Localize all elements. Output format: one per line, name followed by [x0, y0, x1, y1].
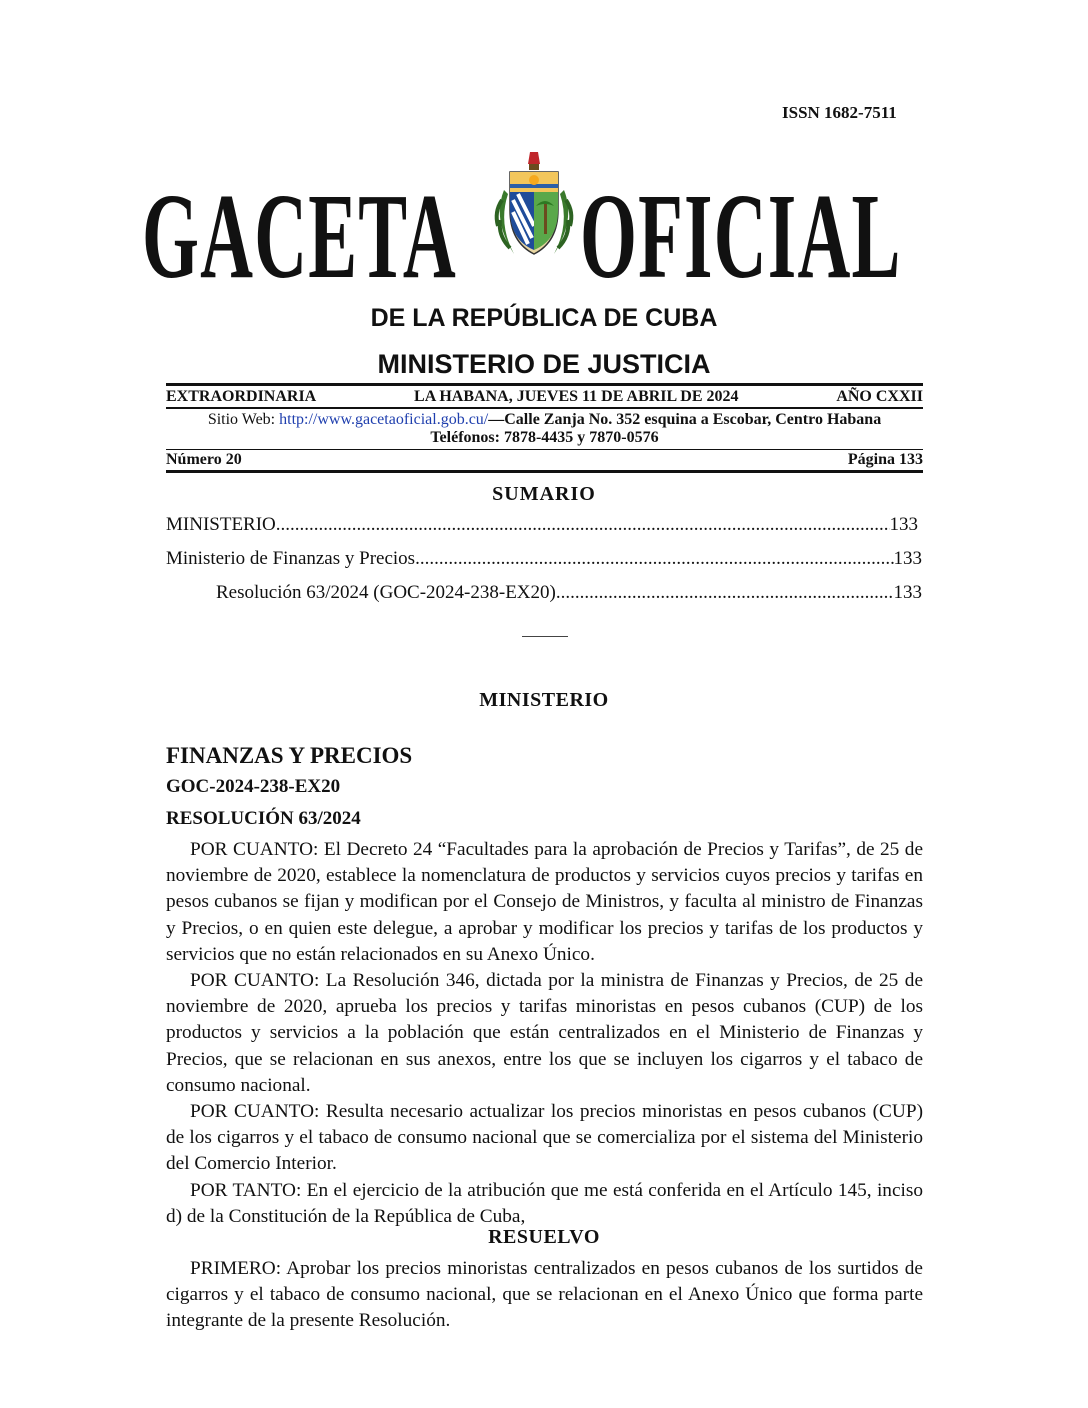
- section-heading: FINANZAS Y PRECIOS: [166, 743, 413, 768]
- sumario-title: SUMARIO: [492, 483, 596, 505]
- place-date: LA HABANA, JUEVES 11 DE ABRIL DE 2024: [414, 388, 739, 405]
- info-bar: [166, 383, 923, 473]
- table-of-contents: [166, 514, 922, 616]
- resuelvo-heading: RESUELVO: [488, 1226, 600, 1248]
- rule-top: [166, 383, 923, 386]
- resolution-body: [166, 837, 923, 1230]
- toc-item[interactable]: Resolución 63/2024 (GOC-2024-238-EX20) ..... 133: [166, 582, 922, 616]
- phones: Teléfonos: 7878-4435 y 7870-0576: [430, 428, 659, 446]
- resolution-title: RESOLUCIÓN 63/2024: [166, 808, 361, 829]
- masthead-ministry: MINISTERIO DE JUSTICIA: [377, 349, 711, 379]
- masthead-subtitle: DE LA REPÚBLICA DE CUBA: [370, 304, 718, 332]
- paragraph: POR CUANTO: El Decreto 24 “Facultades para la aprobación de Precios y Tarifas”, de 25 de noviembre de 2020, establece la nomenclatura de productos y servicios cuyos precios y tarifas en pesos cubanos se fijan y modifican por el Consejo de Ministros, y faculta al ministro de Finanzas y Precios, o en quien este delegue, a aprobar y modificar los precios y tarifas de los productos y servicios que no están relacionados en su Anexo Único.: [166, 839, 923, 965]
- masthead-word-gaceta: GACETA: [142, 169, 457, 304]
- paragraph: POR CUANTO: La Resolución 346, dictada por la ministra de Finanzas y Precios, de 25 de noviembre de 2020, aprueba los precios y tarifas minoristas en pesos cubanos (CUP) de los productos y servicios a la población que están centralizados en el Ministerio de Finanzas y Precios, que se relacionan en sus anexos, entre los que se incluyen los cigarros y el tabaco de consumo nacional.: [166, 970, 923, 1096]
- toc-item[interactable]: Ministerio de Finanzas y Precios ..... 133: [166, 548, 922, 582]
- toc-item[interactable]: MINISTERIO ..... 133: [166, 514, 918, 548]
- rule-mid: [166, 407, 923, 409]
- website-link[interactable]: http://www.gacetaoficial.gob.cu/: [279, 410, 489, 428]
- rule-lower: [166, 449, 923, 451]
- primero-body: [166, 1256, 923, 1335]
- issue-number: Número 20: [166, 451, 242, 468]
- web-label: Sitio Web:: [207, 410, 280, 428]
- address: —Calle Zanja No. 352 esquina a Escobar, Centro Habana: [488, 410, 882, 428]
- number-row: [166, 451, 923, 469]
- paragraph: POR TANTO: En el ejercicio de la atribución que me está conferida en el Artículo 145, inciso d) de la Constitución de la República de Cuba,: [166, 1179, 923, 1227]
- section-title: MINISTERIO: [479, 689, 609, 711]
- coat-of-arms-icon: [484, 150, 584, 266]
- issn: ISSN 1682-7511: [782, 103, 897, 122]
- rule-bottom: [166, 470, 923, 473]
- paragraph-primero: PRIMERO: Aprobar los precios minoristas centralizados en pesos cubanos de los surtidos de cigarros y el tabaco de consumo nacional, que se relacionan en el Anexo Único que forma parte integrante de la presente Resolución.: [166, 1258, 923, 1332]
- masthead-word-oficial: OFICIAL: [580, 169, 902, 304]
- page-number: Página 133: [847, 451, 923, 468]
- year-label: AÑO CXXII: [836, 388, 923, 405]
- separator-rule: [522, 636, 568, 637]
- edition-label: EXTRAORDINARIA: [166, 388, 317, 405]
- website-line: [166, 411, 923, 429]
- info-bar-row: [166, 388, 923, 406]
- paragraph: POR CUANTO: Resulta necesario actualizar los precios minoristas en pesos cubanos (CUP) de los cigarros y el tabaco de consumo nacional que se comercializa por el sistema del Ministerio del Comercio Interior.: [166, 1101, 923, 1175]
- document-code: GOC-2024-238-EX20: [166, 776, 341, 797]
